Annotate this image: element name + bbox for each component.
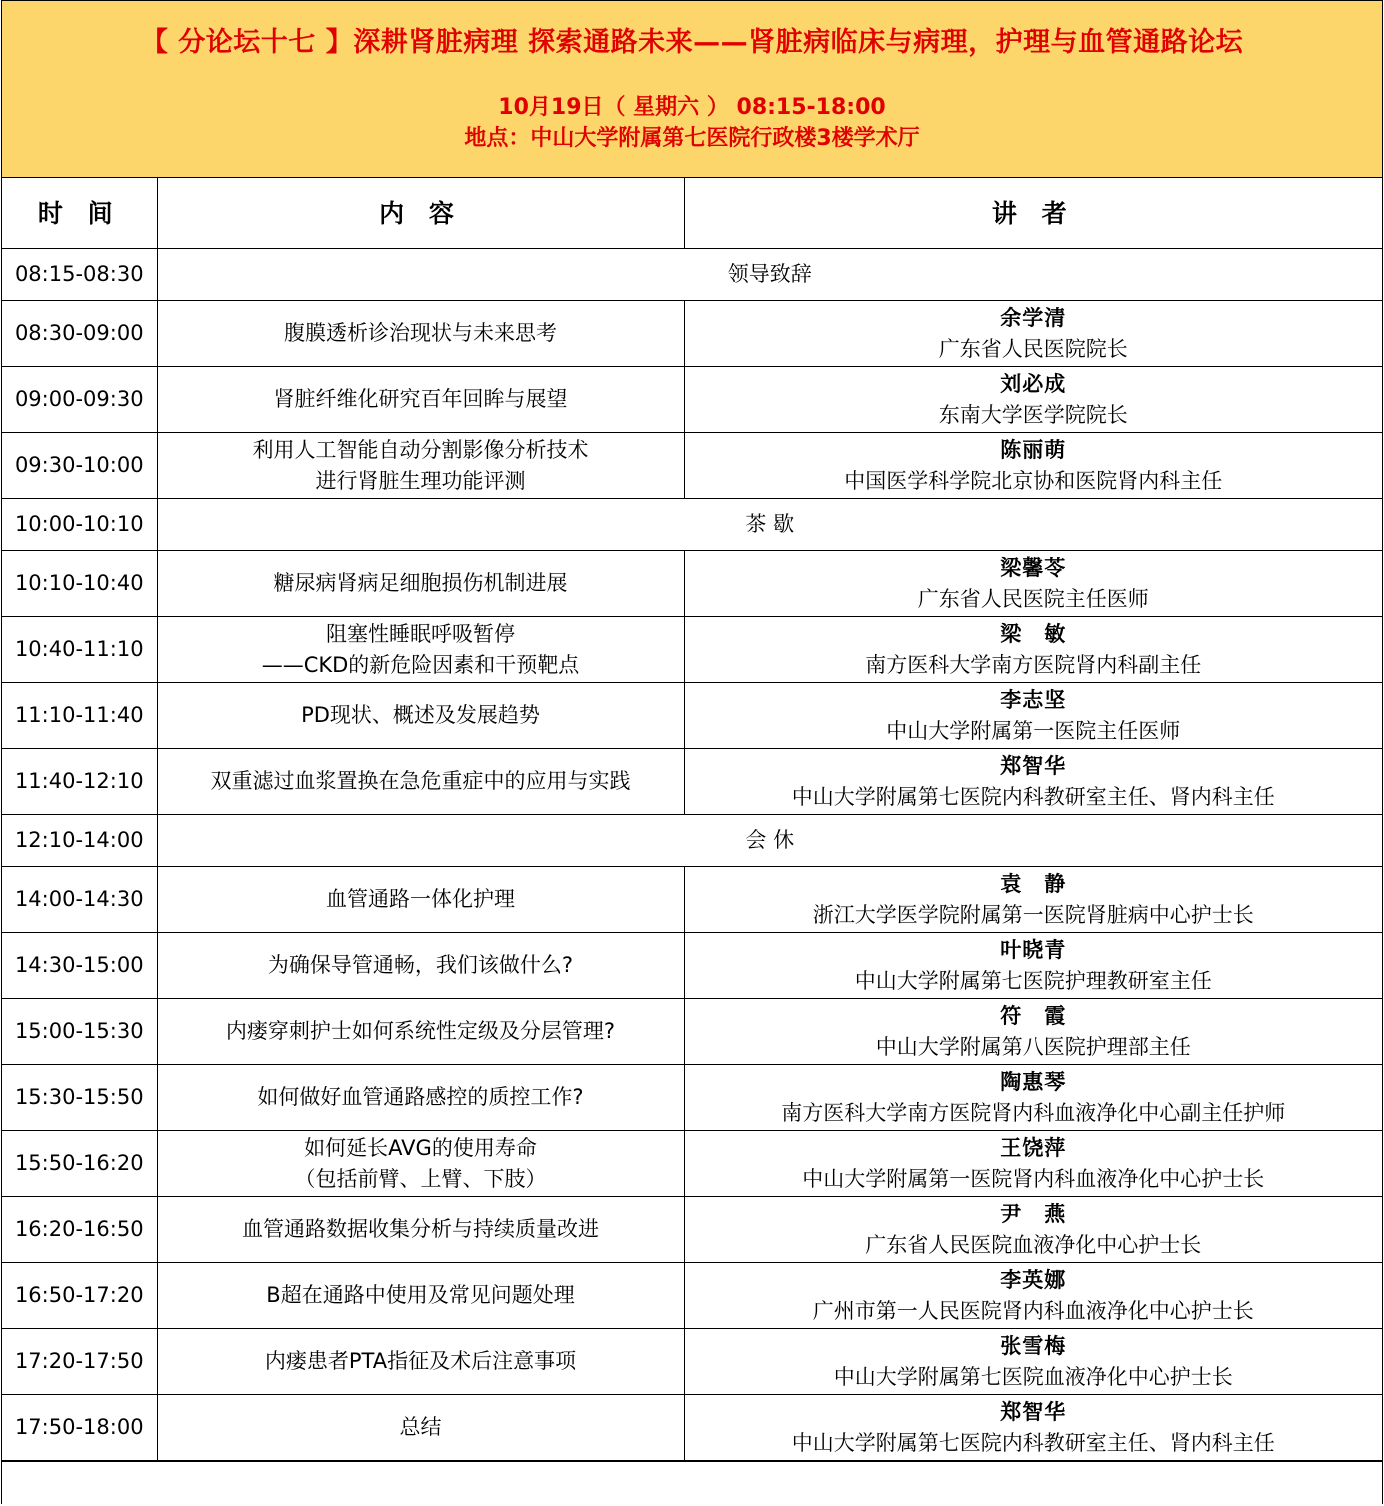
session-topic <box>157 1131 684 1197</box>
topic-line: 总结 <box>399 1415 442 1439</box>
session-topic <box>157 1197 684 1263</box>
table-row <box>2 749 1382 815</box>
table-row <box>2 1197 1382 1263</box>
session-speaker <box>684 1197 1382 1263</box>
speaker-name: 郑智华 <box>1000 753 1067 778</box>
table-row <box>2 1131 1382 1197</box>
table-row <box>2 1065 1382 1131</box>
speaker-name: 李英娜 <box>1000 1267 1067 1292</box>
session-time: 15:00-15:30 <box>2 999 157 1065</box>
session-time: 12:10-14:00 <box>2 815 157 867</box>
speaker-affiliation: 中山大学附属第七医院血液净化中心护士长 <box>833 1364 1233 1389</box>
table-row <box>2 367 1382 433</box>
speaker-name: 袁 静 <box>1000 871 1067 896</box>
session-topic <box>157 1395 684 1461</box>
speaker-name: 张雪梅 <box>1000 1333 1067 1358</box>
speaker-name: 郑智华 <box>1000 1399 1067 1424</box>
speaker-affiliation: 南方医科大学南方医院肾内科血液净化中心副主任护师 <box>781 1100 1286 1125</box>
topic-line: 糖尿病肾病足细胞损伤机制进展 <box>273 571 568 595</box>
break-session: 领导致辞 <box>157 249 1382 301</box>
forum-header <box>2 0 1382 178</box>
schedule-table <box>2 178 1382 1461</box>
session-time: 08:15-08:30 <box>2 249 157 301</box>
session-topic <box>157 617 684 683</box>
session-time: 09:30-10:00 <box>2 433 157 499</box>
topic-line: B超在通路中使用及常见问题处理 <box>266 1283 575 1307</box>
speaker-name: 陈丽萌 <box>1000 437 1067 462</box>
session-speaker <box>684 749 1382 815</box>
session-speaker <box>684 683 1382 749</box>
table-row <box>2 933 1382 999</box>
speaker-name: 余学清 <box>1000 305 1067 330</box>
forum-date: 10月19日（ 星期六 ） 08:15-18:00 <box>498 95 886 120</box>
forum-venue: 地点：中山大学附属第七医院行政楼3楼学术厅 <box>464 126 920 151</box>
break-session: 会 休 <box>157 815 1382 867</box>
footer-strip <box>2 1461 1382 1504</box>
speaker-affiliation: 广东省人民医院院长 <box>938 336 1128 361</box>
speaker-name: 梁馨苓 <box>1000 555 1067 580</box>
topic-line: 进行肾脏生理功能评测 <box>315 468 526 493</box>
table-header-row <box>2 178 1382 249</box>
topic-line: 为确保导管通畅，我们该做什么? <box>267 953 574 977</box>
session-topic <box>157 933 684 999</box>
speaker-affiliation: 中山大学附属第一医院主任医师 <box>886 718 1181 743</box>
table-row <box>2 433 1382 499</box>
session-speaker <box>684 551 1382 617</box>
speaker-affiliation: 中山大学附属第七医院内科教研室主任、肾内科主任 <box>791 784 1275 809</box>
session-time: 10:00-10:10 <box>2 499 157 551</box>
session-speaker <box>684 1065 1382 1131</box>
session-speaker <box>684 1263 1382 1329</box>
session-topic <box>157 867 684 933</box>
agenda-sheet <box>1 0 1383 1504</box>
session-topic <box>157 749 684 815</box>
topic-line: PD现状、概述及发展趋势 <box>301 703 540 727</box>
speaker-affiliation: 广东省人民医院主任医师 <box>917 586 1149 611</box>
break-session: 茶 歇 <box>157 499 1382 551</box>
session-topic <box>157 683 684 749</box>
session-speaker <box>684 433 1382 499</box>
topic-line: 双重滤过血浆置换在急危重症中的应用与实践 <box>210 769 631 793</box>
column-header-speaker: 讲 者 <box>684 178 1382 249</box>
table-row <box>2 867 1382 933</box>
session-topic <box>157 551 684 617</box>
topic-line: 内瘘患者PTA指征及术后注意事项 <box>264 1349 577 1373</box>
session-time: 15:50-16:20 <box>2 1131 157 1197</box>
session-topic <box>157 1065 684 1131</box>
session-topic <box>157 1263 684 1329</box>
speaker-name: 符 霞 <box>1000 1003 1067 1028</box>
speaker-name: 刘必成 <box>1000 371 1067 396</box>
session-speaker <box>684 1329 1382 1395</box>
session-speaker <box>684 617 1382 683</box>
column-header-time: 时 间 <box>2 178 157 249</box>
session-time: 17:20-17:50 <box>2 1329 157 1395</box>
speaker-affiliation: 中山大学附属第七医院内科教研室主任、肾内科主任 <box>791 1430 1275 1455</box>
speaker-affiliation: 东南大学医学院院长 <box>938 402 1128 427</box>
speaker-name: 叶晓青 <box>1000 937 1067 962</box>
schedule-body <box>2 249 1382 1461</box>
topic-line: 腹膜透析诊治现状与未来思考 <box>284 321 557 345</box>
table-row <box>2 1329 1382 1395</box>
session-speaker <box>684 301 1382 367</box>
forum-title: 【 分论坛十七 】深耕肾脏病理 探索通路未来——肾脏病临床与病理，护理与血管通路论坛 <box>140 27 1244 58</box>
table-row <box>2 683 1382 749</box>
table-row <box>2 1395 1382 1461</box>
session-topic <box>157 367 684 433</box>
session-topic <box>157 301 684 367</box>
session-speaker <box>684 867 1382 933</box>
session-speaker <box>684 1395 1382 1461</box>
topic-line: ——CKD的新危险因素和干预靶点 <box>261 652 580 677</box>
table-row <box>2 499 1382 551</box>
speaker-name: 梁 敏 <box>1000 621 1067 646</box>
speaker-affiliation: 广州市第一人民医院肾内科血液净化中心护士长 <box>812 1298 1254 1323</box>
session-time: 14:00-14:30 <box>2 867 157 933</box>
topic-line: （包括前臂、上臂、下肢） <box>294 1166 547 1191</box>
table-row <box>2 551 1382 617</box>
speaker-affiliation: 南方医科大学南方医院肾内科副主任 <box>865 652 1202 677</box>
table-row <box>2 815 1382 867</box>
session-time: 09:00-09:30 <box>2 367 157 433</box>
session-topic <box>157 433 684 499</box>
speaker-affiliation: 中国医学科学院北京协和医院肾内科主任 <box>844 468 1223 493</box>
session-time: 16:50-17:20 <box>2 1263 157 1329</box>
topic-line: 如何延长AVG的使用寿命 <box>304 1135 537 1160</box>
session-time: 10:40-11:10 <box>2 617 157 683</box>
session-time: 08:30-09:00 <box>2 301 157 367</box>
speaker-name: 尹 燕 <box>1000 1201 1067 1226</box>
column-header-content: 内 容 <box>157 178 684 249</box>
session-speaker <box>684 999 1382 1065</box>
table-row <box>2 999 1382 1065</box>
speaker-name: 王饶萍 <box>1000 1135 1067 1160</box>
table-row <box>2 301 1382 367</box>
session-topic <box>157 1329 684 1395</box>
session-time: 17:50-18:00 <box>2 1395 157 1461</box>
session-speaker <box>684 933 1382 999</box>
session-time: 16:20-16:50 <box>2 1197 157 1263</box>
session-time: 11:40-12:10 <box>2 749 157 815</box>
speaker-affiliation: 中山大学附属第一医院肾内科血液净化中心护士长 <box>802 1166 1265 1191</box>
topic-line: 肾脏纤维化研究百年回眸与展望 <box>273 387 568 411</box>
speaker-name: 李志坚 <box>1000 687 1067 712</box>
session-time: 11:10-11:40 <box>2 683 157 749</box>
speaker-affiliation: 中山大学附属第八医院护理部主任 <box>875 1034 1191 1059</box>
table-row <box>2 249 1382 301</box>
topic-line: 血管通路一体化护理 <box>326 887 515 911</box>
session-speaker <box>684 367 1382 433</box>
topic-line: 血管通路数据收集分析与持续质量改进 <box>242 1217 599 1241</box>
speaker-name: 陶惠琴 <box>1000 1069 1067 1094</box>
topic-line: 内瘘穿刺护士如何系统性定级及分层管理? <box>225 1019 616 1043</box>
topic-line: 如何做好血管通路感控的质控工作? <box>257 1085 584 1109</box>
session-time: 14:30-15:00 <box>2 933 157 999</box>
topic-line: 阻塞性睡眠呼吸暂停 <box>326 621 515 646</box>
speaker-affiliation: 中山大学附属第七医院护理教研室主任 <box>854 968 1212 993</box>
speaker-affiliation: 广东省人民医院血液净化中心护士长 <box>865 1232 1202 1257</box>
table-row <box>2 1263 1382 1329</box>
session-time: 10:10-10:40 <box>2 551 157 617</box>
session-time: 15:30-15:50 <box>2 1065 157 1131</box>
session-speaker <box>684 1131 1382 1197</box>
speaker-affiliation: 浙江大学医学院附属第一医院肾脏病中心护士长 <box>812 902 1254 927</box>
table-row <box>2 617 1382 683</box>
topic-line: 利用人工智能自动分割影像分析技术 <box>252 437 589 462</box>
session-topic <box>157 999 684 1065</box>
